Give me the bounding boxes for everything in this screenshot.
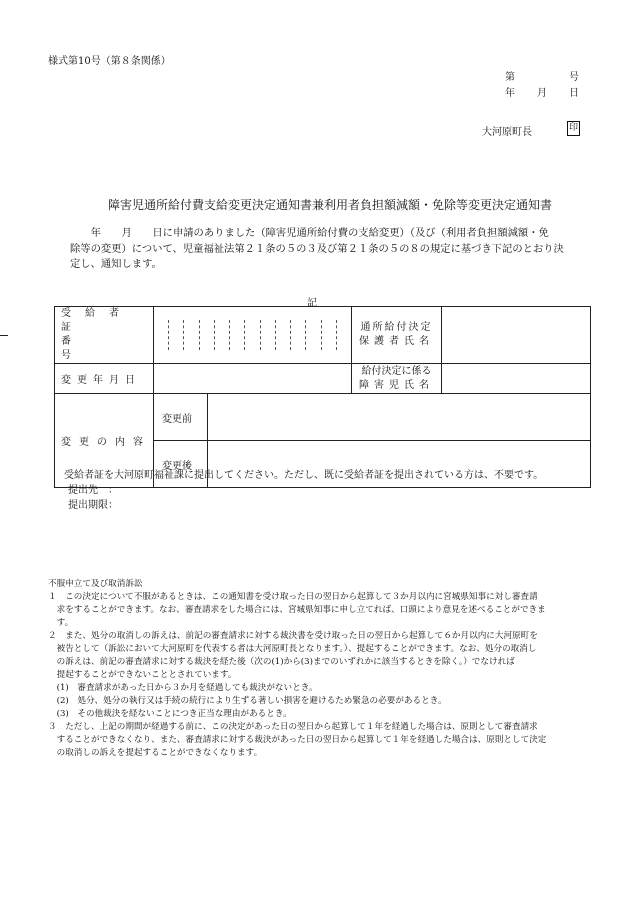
submission-notes [64, 468, 543, 513]
intro-line-2: 除等の変更）について、児童福祉法第２１条の５の３及び第２１条の５の８の規定に基づき下記のとおり決 [70, 242, 564, 255]
doc-date-year: 年 [505, 88, 515, 99]
form-number: 様式第10号（第８条関係） [48, 56, 171, 67]
doc-number-suffix: 号 [569, 72, 579, 83]
appeal-line: ３ ただし、上記の期間が経過する前に、この決定があった日の翌日から起算して１年を経過した場合は、原則として審査請求 [48, 722, 538, 732]
child-name-field[interactable] [442, 364, 591, 394]
appeal-line: 被告として（訴訟において大河原町を代表する者は大河原町長となります。）、提起することができます。なお、処分の取消し [48, 644, 537, 654]
submit-instruction: 受給者証を大河原町福祉課に提出してください。ただし、既に受給者証を提出されている方は、不要です。 [64, 470, 544, 481]
submit-deadline: 提出期限： [68, 500, 118, 511]
table-row [55, 364, 591, 394]
doc-number-prefix: 第 [505, 72, 515, 83]
seal-box: 印 [567, 121, 580, 136]
margin-tick-mark [0, 335, 8, 336]
after-label: 変更後 [154, 441, 208, 488]
doc-date-month: 月 [537, 88, 547, 99]
before-label: 変更前 [154, 394, 208, 441]
appeal-heading: 不服申立て及び取消訴訟 [48, 579, 143, 589]
table-row [55, 394, 591, 441]
recipient-number-field[interactable] [154, 307, 352, 364]
digit-boxes [154, 320, 351, 350]
sender-name: 大河原町長 [482, 127, 532, 138]
appeal-section [48, 578, 596, 760]
appeal-line: す。 [48, 618, 74, 628]
appeal-line: の取消しの訴えを提起することができなくなります。 [48, 748, 263, 758]
appeal-line: の訴えは、前記の審査請求に対する裁決を経た後（次の(1)から(3)までのいずれかに該当するときを除く。）でなければ [48, 657, 515, 667]
table-row [55, 307, 591, 364]
intro-line-3: 定し、通知します。 [70, 258, 162, 270]
appeal-line: することができなくなり、また、審査請求に対する裁決があった日の翌日から起算して１年を経過した場合は、原則として決定 [48, 735, 547, 745]
ki-heading: 記 [307, 298, 317, 309]
change-info-table [54, 306, 591, 488]
document-title: 障害児通所給付費支給変更決定通知書兼利用者負担額減額・免除等変更決定通知書 [108, 198, 553, 212]
submit-destination: 提出先 ： [68, 485, 118, 496]
doc-date-day: 日 [569, 88, 579, 99]
intro-paragraph [70, 226, 590, 273]
appeal-line: １ この決定について不服があるときは、この通知書を受け取った日の翌日から起算して３か月以内に宮城県知事に対し審査請 [48, 592, 538, 602]
appeal-line: (2) 処分、処分の執行又は手続の続行により生ずる著しい損害を避けるため緊急の必要があるとき。 [48, 696, 447, 706]
appeal-line: 求をすることができます。なお、審査請求をした場合には、宮城県知事に申し立てれば、口頭により意見を述べることができま [48, 605, 546, 615]
guardian-name-label: 通所給付決定 保護者氏名 [352, 307, 442, 364]
appeal-line: (1) 審査請求があった日から３か月を経過しても裁決がないとき。 [48, 683, 318, 693]
change-content-label: 変更の内容 [55, 394, 154, 488]
appeal-line: ２ また、処分の取消しの訴えは、前記の審査請求に対する裁決書を受け取った日の翌日から起算して６か月以内に大河原町を [48, 631, 538, 641]
child-name-label: 給付決定に係る 障害児氏名 [352, 364, 442, 394]
before-field[interactable] [208, 394, 591, 441]
intro-line-1: 年 月 日に申請のありました（障害児通所給付費の支給変更）（及び（利用者負担額減額・免 [70, 227, 549, 239]
appeal-line: (3) その他裁決を経ないことにつき正当な理由があるとき。 [48, 709, 292, 719]
recipient-number-label: 受給者証 番号 [55, 307, 154, 364]
change-date-field[interactable] [154, 364, 352, 394]
appeal-line: 提起することができないこととされています。 [48, 670, 237, 680]
guardian-name-field[interactable] [442, 307, 591, 364]
change-date-label: 変更年月日 [55, 364, 154, 394]
